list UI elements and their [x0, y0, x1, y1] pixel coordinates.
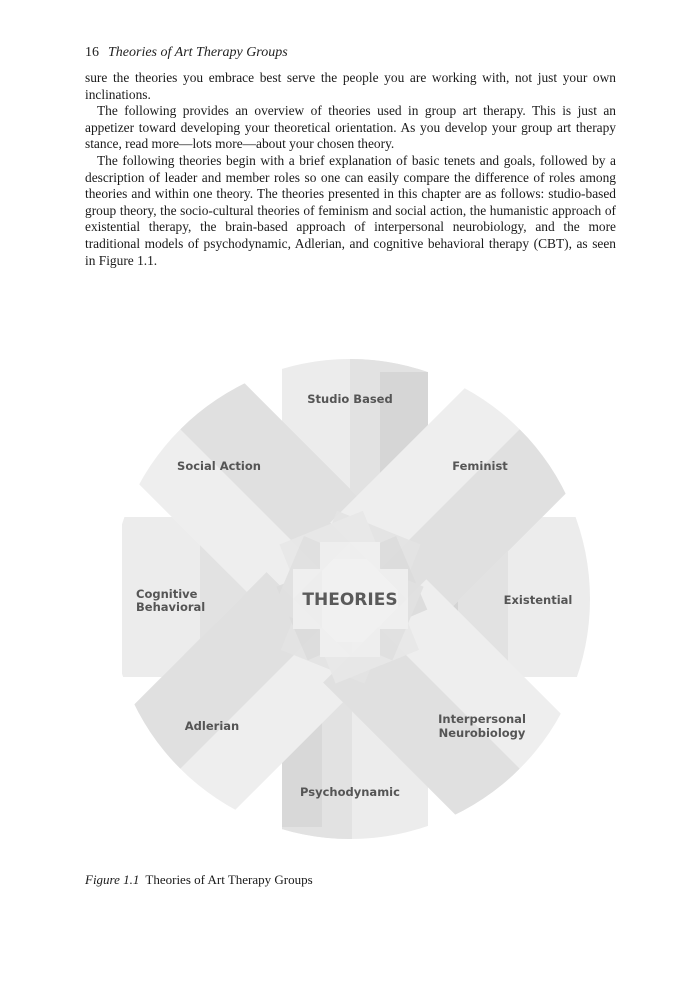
- caption-text: Theories of Art Therapy Groups: [145, 872, 313, 887]
- label-social-action: Social Action: [177, 459, 261, 473]
- theories-diagram: [110, 352, 590, 842]
- label-neurobiology: Neurobiology: [438, 726, 526, 740]
- running-head: [85, 45, 288, 61]
- paragraph: sure the theories you embrace best serve the people you are working with, not just your own inclinations.: [85, 70, 616, 102]
- figure-number: Figure 1.1: [85, 872, 140, 887]
- label-studio-based: Studio Based: [307, 392, 393, 406]
- page-number: 16: [85, 45, 99, 60]
- theories-center-label: THEORIES: [302, 590, 398, 610]
- paragraph: The following theories begin with a brief explanation of basic tenets and goals, followed by a description of leader and member roles so one can easily compare the difference of roles among theories and within one theory. The theories presented in this chapter are as follows: studio-based group theory, the socio-cultural theories of feminism and social action, the humanistic approach of existential therapy, the brain-based approach of interpersonal neurobiology, and the more traditional models of psychodynamic, Adlerian, and cognitive behavioral therapy (CBT), as seen in Figure 1.1.: [85, 152, 616, 268]
- label-behavioral: Behavioral: [136, 600, 206, 614]
- label-psychodynamic: Psychodynamic: [300, 785, 400, 799]
- label-feminist: Feminist: [452, 459, 508, 473]
- label-existential: Existential: [503, 593, 573, 607]
- paragraph: The following provides an overview of theories used in group art therapy. This is just an appetizer toward developing your theoretical orientation. As you develop your group art therapy stance, read more—lots more—about your chosen theory.: [85, 103, 616, 152]
- body-text: [85, 70, 616, 269]
- theories-figure: [110, 352, 590, 842]
- figure-caption: [85, 872, 313, 888]
- label-interpersonal: Interpersonal: [438, 712, 526, 726]
- label-cognitive: Cognitive: [136, 587, 198, 601]
- label-adlerian: Adlerian: [184, 719, 240, 733]
- book-title: Theories of Art Therapy Groups: [108, 45, 288, 60]
